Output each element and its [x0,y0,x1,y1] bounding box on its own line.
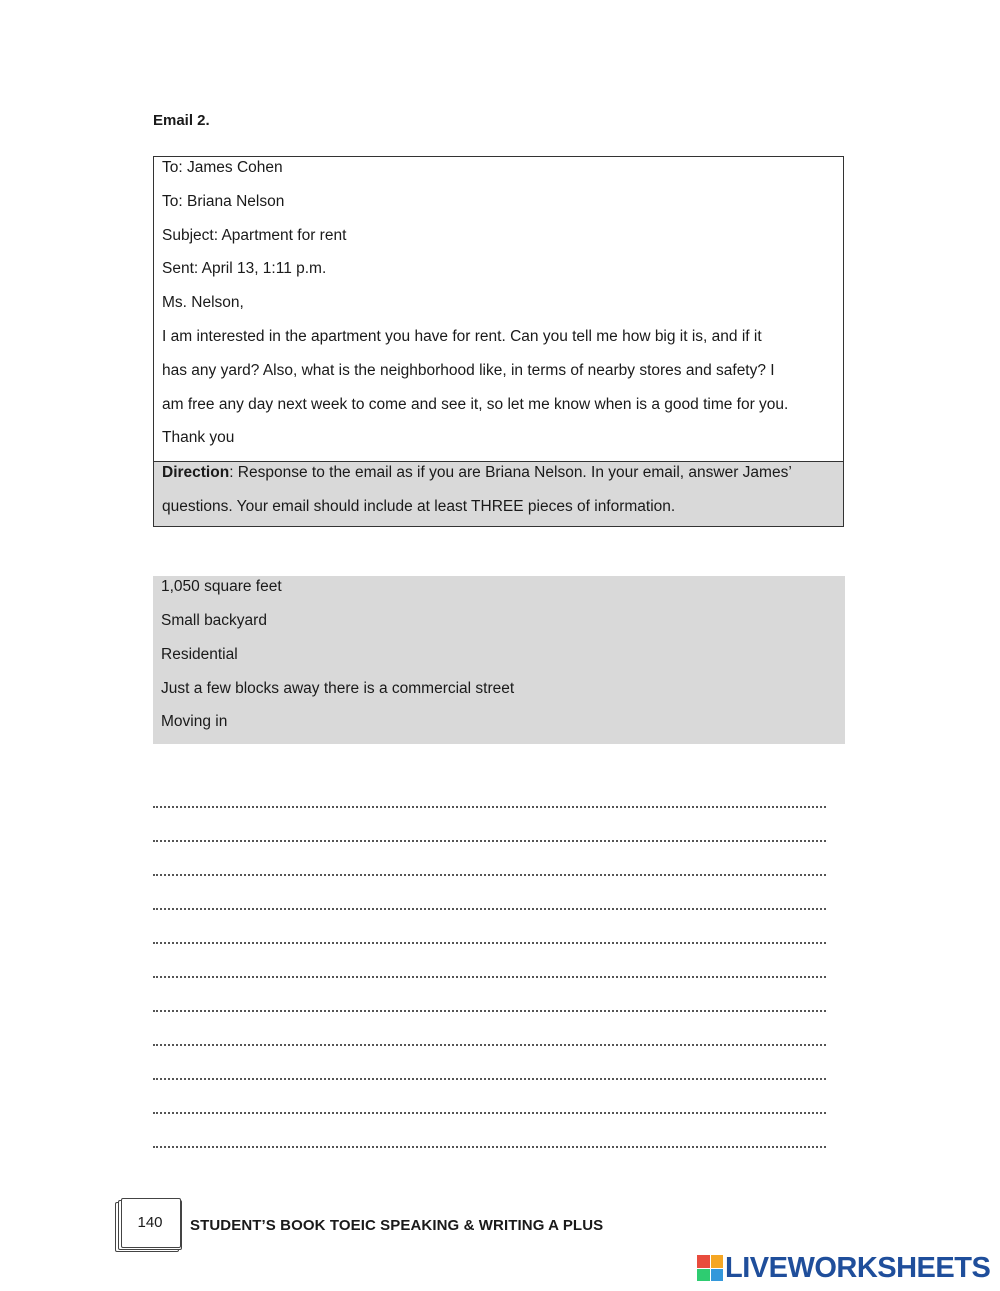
answer-line[interactable] [153,1146,826,1148]
answer-line[interactable] [153,1078,826,1080]
page-number-badge [115,1198,181,1252]
brand-name: LIVEWORKSHEETS [725,1251,991,1284]
page-number: 140 [137,1214,163,1231]
book-title: STUDENT’S BOOK TOEIC SPEAKING & WRITING A PLUS [190,1217,604,1234]
email-body-line-2: has any yard? Also, what is the neighborhood like, in terms of nearby stores and safety? I [162,362,775,379]
answer-line[interactable] [153,1044,826,1046]
email-body-line-1: I am interested in the apartment you have for rent. Can you tell me how big it is, and if it [162,328,762,345]
direction-line-2: questions. Your email should include at least THREE pieces of information. [162,498,676,515]
info-item: 1,050 square feet [161,578,282,595]
email-subject: Subject: Apartment for rent [162,227,347,244]
liveworksheets-brand [697,1253,990,1283]
email-greeting: Ms. Nelson, [162,294,244,311]
direction-panel [154,461,843,526]
email-to-line-1: To: James Cohen [162,159,283,176]
answer-line[interactable] [153,806,826,808]
info-item: Residential [161,646,238,663]
direction-line-1 [162,464,792,482]
info-item: Just a few blocks away there is a commercial street [161,680,515,697]
email-body-line-3: am free any day next week to come and see it, so let me know when is a good time for you. [162,396,789,413]
info-box [153,576,845,744]
info-item: Moving in [161,713,228,730]
answer-line[interactable] [153,942,826,944]
section-heading: Email 2. [153,112,210,129]
answer-line[interactable] [153,908,826,910]
brand-logo-icon [697,1255,723,1281]
answer-line[interactable] [153,840,826,842]
email-signoff: Thank you [162,429,235,446]
direction-text-1: : Response to the email as if you are Briana Nelson. In your email, answer James’ [229,464,792,481]
email-to-line-2: To: Briana Nelson [162,193,285,210]
info-item: Small backyard [161,612,267,629]
email-box [153,156,844,527]
answer-line[interactable] [153,1112,826,1114]
direction-label: Direction [162,464,230,481]
answer-line[interactable] [153,874,826,876]
answer-line[interactable] [153,1010,826,1012]
email-sent: Sent: April 13, 1:11 p.m. [162,260,327,277]
answer-line[interactable] [153,976,826,978]
